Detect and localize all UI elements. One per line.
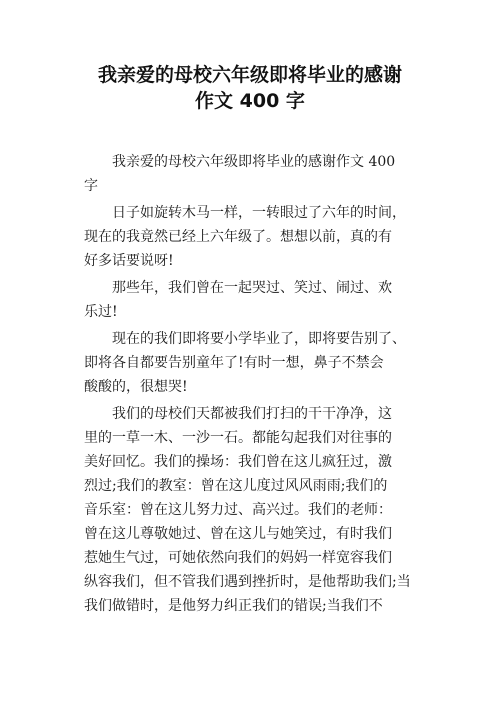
text-line: 乐过! <box>84 304 118 320</box>
text-line: 日子如旋转木马一样，一转眼过了六年的时间， <box>112 205 406 221</box>
title-line-1: 我亲爱的母校六年级即将毕业的感谢 <box>97 64 402 86</box>
text-line: 里的一草一木、一沙一石。都能勾起我们对往事的 <box>84 430 392 446</box>
paragraph-5 <box>84 402 444 618</box>
text-line: 好多话要说呀! <box>84 253 174 269</box>
document-title <box>40 62 460 114</box>
paragraph-1 <box>84 150 444 198</box>
text-line: 现在的我们即将要小学毕业了，即将要告别了、 <box>112 331 406 347</box>
text-line: 字 <box>84 178 98 194</box>
document-body <box>84 150 444 621</box>
paragraph-4 <box>84 327 444 399</box>
text-line: 烈过;我们的教室：曾在这儿度过风风雨雨;我们的 <box>84 478 388 494</box>
text-line: 音乐室：曾在这儿努力过、高兴过。我们的老师： <box>84 502 392 518</box>
text-line: 即将各自都要告别童年了!有时一想，鼻子不禁会 <box>84 355 384 371</box>
paragraph-3 <box>84 276 444 324</box>
text-line: 现在的我竟然已经上六年级了。想想以前，真的有 <box>84 229 392 245</box>
text-line: 曾在这儿尊敬她过、曾在这儿与她笑过，有时我们 <box>84 526 392 542</box>
text-line: 我们做错时，是他努力纠正我们的错误;当我们不 <box>84 598 383 614</box>
paragraph-2 <box>84 201 444 273</box>
text-line: 我们的母校们天都被我们打扫的干干净净，这 <box>112 406 392 422</box>
text-line: 我亲爱的母校六年级即将毕业的感谢作文 400 <box>112 154 396 170</box>
title-line-2: 作文 400 字 <box>195 90 305 112</box>
text-line: 纵容我们，但不管我们遇到挫折时，是他帮助我们;当 <box>84 574 411 590</box>
text-line: 美好回忆。我们的操场：我们曾在这儿疯狂过，激 <box>84 454 392 470</box>
text-line: 那些年，我们曾在一起哭过、笑过、闹过、欢 <box>112 280 392 296</box>
text-line: 惹她生气过，可她依然向我们的妈妈一样宽容我们 <box>84 550 392 566</box>
text-line: 酸酸的，很想哭! <box>84 379 188 395</box>
